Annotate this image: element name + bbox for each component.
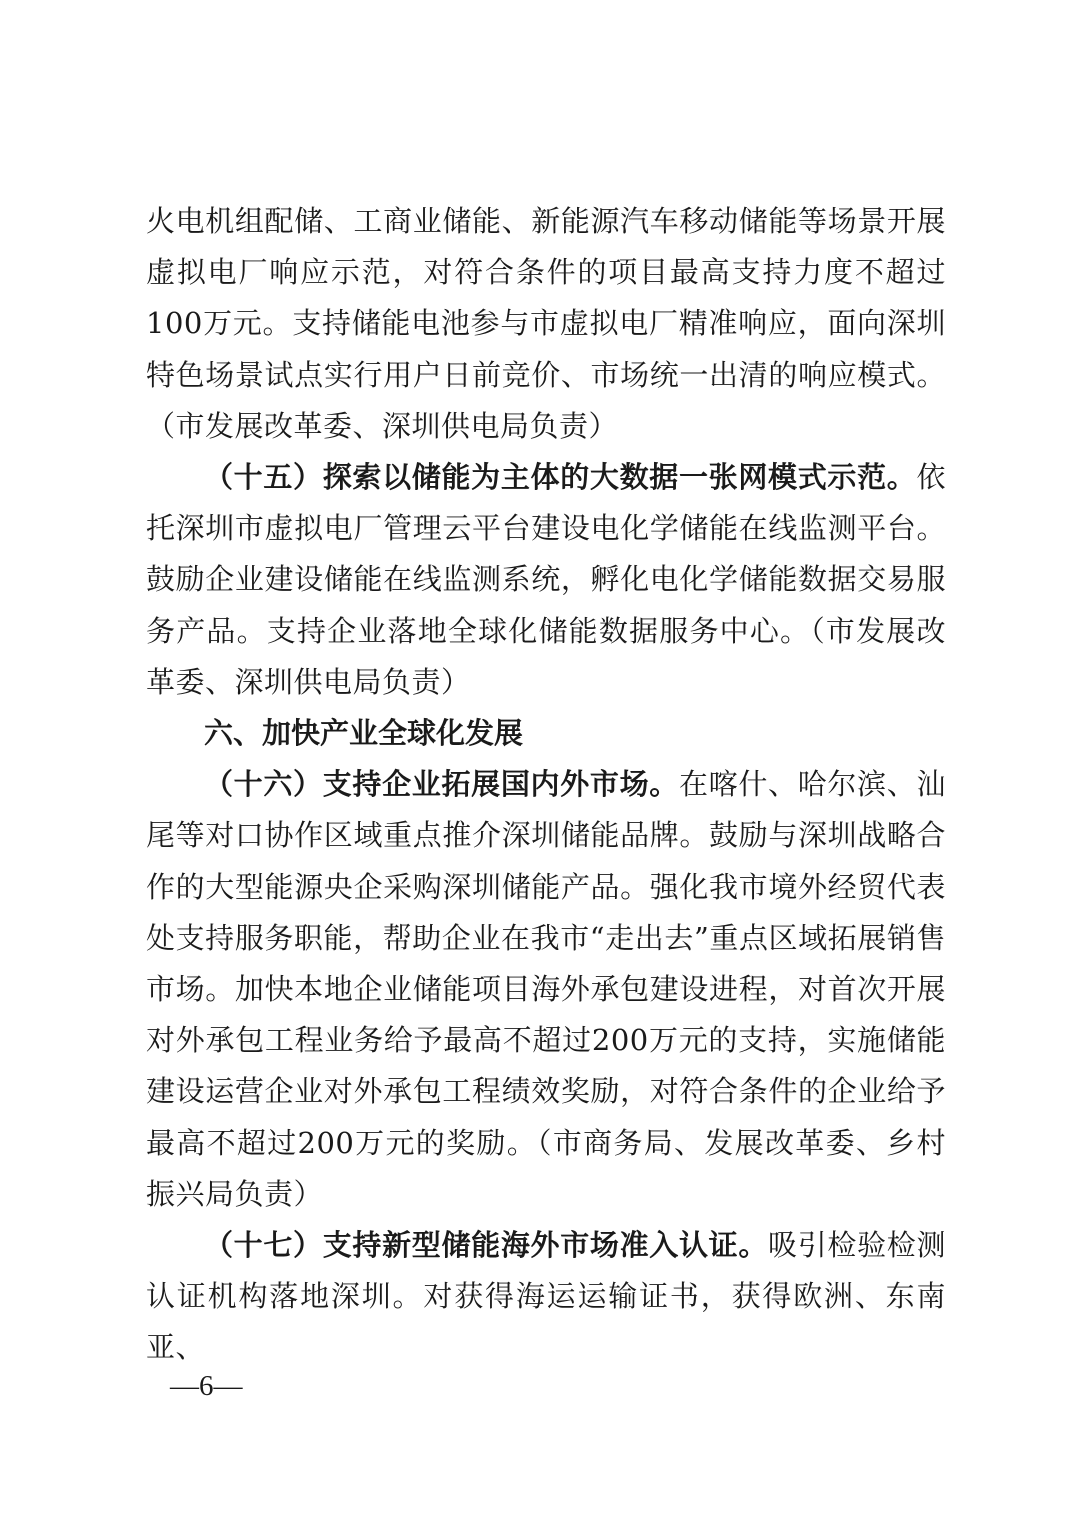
paragraph-16 xyxy=(146,759,946,1220)
paragraph-16-text: 在喀什、哈尔滨、汕尾等对口协作区域重点推介深圳储能品牌。鼓励与深圳战略合作的大型能源央企采购深圳储能产品。强化我市境外经贸代表处支持服务职能，帮助企业在我市“走出去”重点区域拓展销售市场。加快本地企业储能项目海外承包建设进程，对首次开展对外承包工程业务给予最高不超过200万元的支持，实施储能建设运营企业对外承包工程绩效奖励，对符合条件的企业给予最高不超过200万元的奖励。 xyxy=(146,767,946,1160)
paragraph-1-text: 火电机组配储、工商业储能、新能源汽车移动储能等场景开展虚拟电厂响应示范，对符合条件的项目最高支持力度不超过100万元。支持储能电池参与市虚拟电厂精准响应，面向深圳特色场景试点实行用户日前竞价、市场统一出清的响应模式。 xyxy=(146,204,946,392)
paragraph-1 xyxy=(146,196,946,452)
paragraph-1-responsibility: （市发展改革委、深圳供电局负责） xyxy=(146,408,619,443)
paragraph-15 xyxy=(146,452,946,708)
page-number: —6— xyxy=(170,1370,243,1402)
paragraph-16-responsibility: （市商务局、发展改革委、乡村振兴局负责） xyxy=(146,1125,946,1211)
paragraph-17 xyxy=(146,1220,946,1374)
section-heading-6: 六、加快产业全球化发展 xyxy=(204,716,524,751)
paragraph-17-title: （十七）支持新型储能海外市场准入认证。 xyxy=(204,1228,769,1263)
paragraph-15-title: （十五）探索以储能为主体的大数据一张网模式示范。 xyxy=(204,460,917,495)
paragraph-15-responsibility: （市发展改革委、深圳供电局负责） xyxy=(146,613,946,699)
paragraph-17-text: 吸引检验检测认证机构落地深圳。对获得海运运输证书，获得欧洲、东南亚、 xyxy=(146,1228,946,1365)
document-body xyxy=(146,196,946,1374)
paragraph-15-text: 依托深圳市虚拟电厂管理云平台建设电化学储能在线监测平台。鼓励企业建设储能在线监测系统，孵化电化学储能数据交易服务产品。支持企业落地全球化储能数据服务中心。 xyxy=(146,460,946,648)
paragraph-16-title: （十六）支持企业拓展国内外市场。 xyxy=(204,767,679,802)
